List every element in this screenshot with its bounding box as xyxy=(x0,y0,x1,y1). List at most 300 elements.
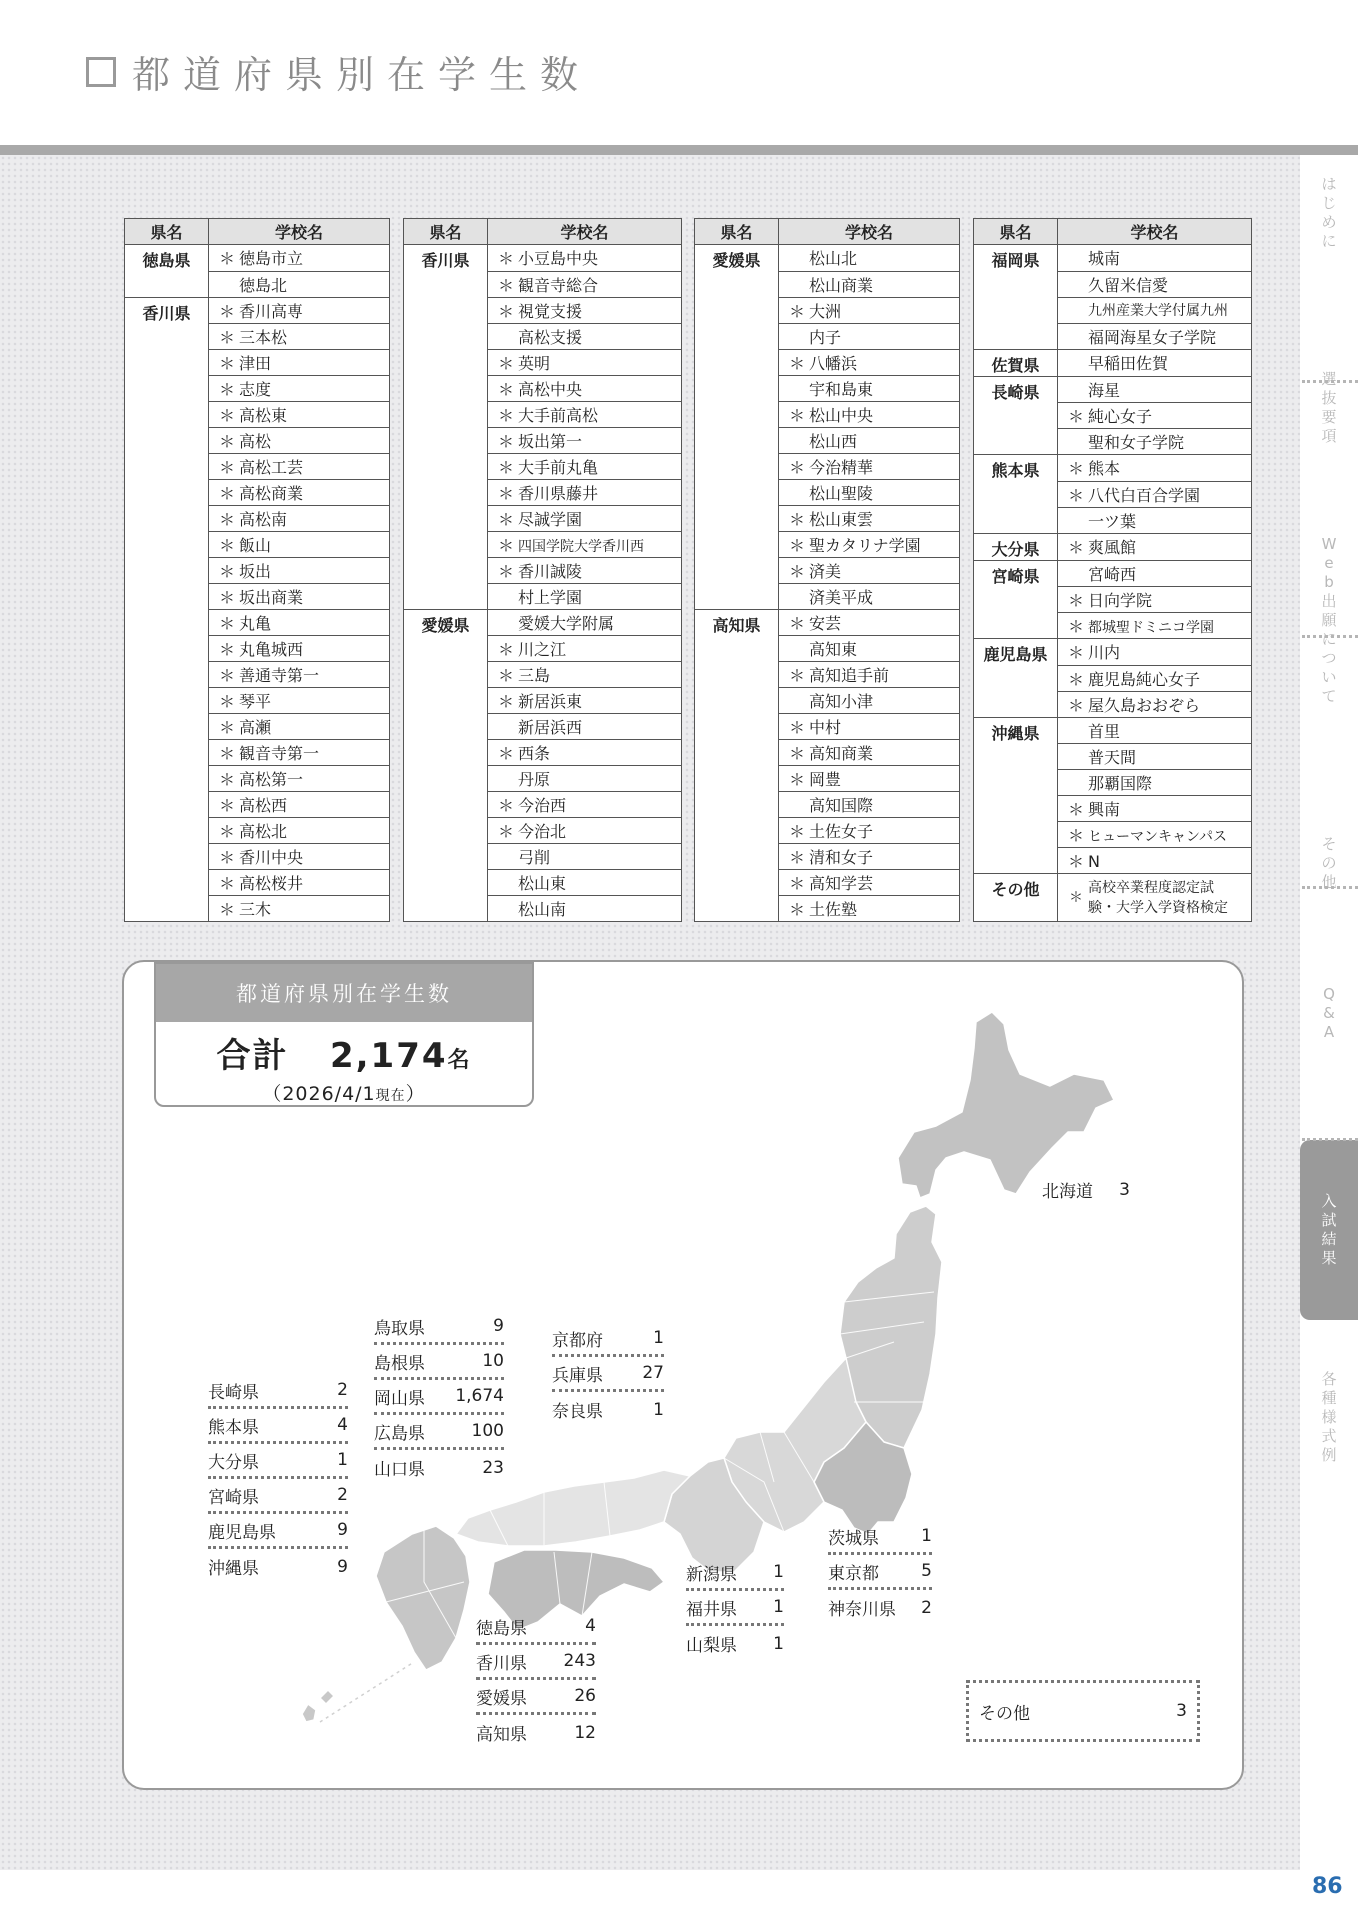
pref-cell xyxy=(125,714,209,740)
map-count-row xyxy=(828,1520,932,1555)
school-name: 三本松 xyxy=(239,328,288,347)
pref-cell xyxy=(974,271,1058,297)
asterisk-mark: ＊ xyxy=(497,640,514,659)
pref-cell xyxy=(695,401,779,427)
school-name: 新居浜東 xyxy=(518,692,583,711)
pref-cell: 香川県 xyxy=(125,297,209,324)
sidebar-item-char: A xyxy=(1323,1023,1335,1041)
school-cell xyxy=(488,349,682,375)
sidebar-item-1[interactable] xyxy=(1300,370,1358,510)
pref-cell xyxy=(695,714,779,740)
sidebar-item-char: 式 xyxy=(1321,1427,1337,1445)
asterisk-mark: ＊ xyxy=(218,666,235,685)
school-cell xyxy=(779,662,960,688)
school-name: 八代白百合学園 xyxy=(1088,485,1201,505)
asterisk-mark: ＊ xyxy=(497,405,514,425)
table-row xyxy=(974,613,1252,639)
school-cell xyxy=(779,714,960,740)
school-name: 香川高専 xyxy=(239,301,304,321)
school-name: 九州産業大学付属九州 xyxy=(1088,303,1228,319)
map-pref-name: 東京都 xyxy=(828,1563,879,1584)
school-cell xyxy=(209,324,390,350)
map-pref-name: 福井県 xyxy=(686,1599,737,1620)
sidebar-item-6[interactable] xyxy=(1300,1370,1358,1500)
school-name: 中村 xyxy=(809,718,842,737)
header-pref: 県名 xyxy=(974,219,1058,245)
sidebar-item-4[interactable] xyxy=(1300,985,1358,1075)
sidebar-item-char: そ xyxy=(1321,835,1337,853)
school-cell xyxy=(1058,323,1252,349)
other-count: 3 xyxy=(1176,1701,1187,1721)
school-cell xyxy=(779,479,960,505)
table-header-row xyxy=(404,219,682,245)
table-row xyxy=(695,844,960,870)
map-pref-count: 12 xyxy=(574,1722,596,1743)
table-row xyxy=(404,505,682,531)
school-cell xyxy=(209,558,390,584)
table-row xyxy=(404,870,682,896)
map-count-row xyxy=(208,1514,348,1549)
school-name: 大洲 xyxy=(809,301,842,321)
school-name: 松山東雲 xyxy=(809,509,874,529)
school-cell xyxy=(209,428,390,454)
school-name: 飯山 xyxy=(239,536,272,555)
pref-cell xyxy=(974,429,1058,455)
school-name: 高松南 xyxy=(239,510,288,529)
school-name: 高松中央 xyxy=(518,379,583,399)
asterisk-mark: ＊ xyxy=(218,822,235,841)
school-name: 早稲田佐賀 xyxy=(1088,354,1169,373)
pref-cell xyxy=(404,531,488,557)
school-cell xyxy=(209,818,390,844)
total-caption: 都道府県別在学生数 xyxy=(156,964,532,1022)
school-cell xyxy=(779,349,960,375)
school-name: 一ツ葉 xyxy=(1088,511,1137,531)
school-cell xyxy=(1058,560,1252,587)
asterisk-mark: ＊ xyxy=(218,770,235,789)
pref-cell xyxy=(125,454,209,480)
table-header-row xyxy=(695,219,960,245)
school-name: 聖和女子学院 xyxy=(1088,433,1185,452)
map-pref-name: 北海道 xyxy=(1042,1182,1093,1202)
pref-cell xyxy=(125,844,209,870)
date-value: （2026/4/1 xyxy=(262,1083,376,1105)
school-name: 内子 xyxy=(809,327,842,347)
pref-cell xyxy=(404,453,488,479)
sidebar-item-char: は xyxy=(1321,175,1337,193)
asterisk-mark: ＊ xyxy=(1067,643,1084,663)
pref-cell xyxy=(974,691,1058,717)
school-cell xyxy=(779,427,960,453)
table-row xyxy=(695,297,960,323)
total-value: 2,174 xyxy=(329,1036,448,1076)
table-row xyxy=(404,636,682,662)
table-row xyxy=(974,271,1252,297)
table-row xyxy=(974,587,1252,613)
table-row xyxy=(974,403,1252,429)
pref-cell xyxy=(125,740,209,766)
school-name: 英明 xyxy=(518,353,551,373)
pref-cell xyxy=(695,583,779,609)
other-box xyxy=(966,1680,1200,1742)
table-row xyxy=(404,245,682,272)
school-name: 丸亀城西 xyxy=(239,640,304,659)
asterisk-mark: ＊ xyxy=(788,848,805,867)
school-name: 高知追手前 xyxy=(809,666,890,685)
table-row xyxy=(404,531,682,557)
checkbox-square-icon xyxy=(86,57,116,87)
table-row xyxy=(695,453,960,479)
table-row xyxy=(974,429,1252,455)
school-cell xyxy=(1058,848,1252,874)
header-school: 学校名 xyxy=(779,219,960,245)
pref-cell xyxy=(404,401,488,427)
school-name: 川内 xyxy=(1088,643,1121,663)
table-row xyxy=(695,896,960,922)
pref-cell xyxy=(125,558,209,584)
asterisk-mark: ＊ xyxy=(1067,695,1084,715)
pref-cell xyxy=(125,324,209,350)
school-cell xyxy=(209,844,390,870)
school-name: 高松東 xyxy=(239,406,288,425)
school-name: 首里 xyxy=(1088,721,1121,741)
school-cell xyxy=(488,427,682,453)
date-close: ） xyxy=(405,1083,426,1105)
map-pref-name: 広島県 xyxy=(374,1423,425,1444)
pref-cell xyxy=(695,896,779,922)
school-name: 海星 xyxy=(1088,380,1121,400)
table-row xyxy=(695,609,960,636)
pref-cell xyxy=(974,297,1058,323)
table-row xyxy=(125,506,390,532)
pref-cell xyxy=(125,428,209,454)
sidebar-item-char: い xyxy=(1321,668,1337,686)
school-cell xyxy=(488,271,682,297)
table-row xyxy=(125,324,390,350)
asterisk-mark: ＊ xyxy=(788,301,805,321)
school-name: 高校卒業程度認定試 験・大学入学資格検定 xyxy=(1088,879,1228,916)
table-row xyxy=(404,740,682,766)
asterisk-mark: ＊ xyxy=(218,536,235,555)
school-cell xyxy=(488,557,682,583)
table-row xyxy=(695,870,960,896)
school-cell xyxy=(488,323,682,349)
school-cell xyxy=(779,896,960,922)
map-count-row xyxy=(374,1450,504,1485)
pref-cell xyxy=(404,479,488,505)
asterisk-mark: ＊ xyxy=(218,301,235,321)
table-row xyxy=(404,297,682,323)
asterisk-mark: ＊ xyxy=(497,744,514,763)
table-row xyxy=(695,688,960,714)
sidebar-item-char: 例 xyxy=(1321,1446,1337,1464)
table-row xyxy=(695,375,960,401)
pref-cell xyxy=(404,688,488,714)
header-school: 学校名 xyxy=(488,219,682,245)
table-header-row xyxy=(125,219,390,245)
map-group-chubu xyxy=(686,1556,784,1661)
map-pref-name: 愛媛県 xyxy=(476,1688,527,1709)
map-count-row xyxy=(552,1357,664,1392)
map-count-row xyxy=(476,1645,596,1680)
map-pref-name: 岡山県 xyxy=(374,1388,425,1409)
table-row xyxy=(695,818,960,844)
asterisk-mark: ＊ xyxy=(218,406,235,425)
school-cell xyxy=(209,740,390,766)
school-name: 西条 xyxy=(518,744,551,763)
school-cell xyxy=(1058,770,1252,796)
school-cell xyxy=(488,479,682,505)
school-name: 高知国際 xyxy=(809,796,874,815)
pref-cell xyxy=(695,636,779,662)
asterisk-mark: ＊ xyxy=(218,744,235,763)
pref-cell xyxy=(404,636,488,662)
pref-cell xyxy=(404,349,488,375)
sidebar-item-char: 出 xyxy=(1321,592,1337,610)
pref-cell xyxy=(404,323,488,349)
pref-cell xyxy=(974,665,1058,691)
pref-cell xyxy=(125,636,209,662)
pref-cell xyxy=(695,688,779,714)
table-row xyxy=(974,744,1252,770)
map-group-kyushu xyxy=(208,1374,348,1584)
school-name: 高松工芸 xyxy=(239,458,304,477)
map-pref-name: 長崎県 xyxy=(208,1382,259,1403)
school-name: 坂出商業 xyxy=(239,588,304,607)
map-pref-name: 京都府 xyxy=(552,1330,603,1351)
asterisk-mark: ＊ xyxy=(218,328,235,347)
pref-cell xyxy=(974,744,1058,770)
table-row xyxy=(125,870,390,896)
asterisk-mark: ＊ xyxy=(218,458,235,477)
pref-cell xyxy=(404,740,488,766)
school-name: 今治北 xyxy=(518,822,567,841)
map-pref-count: 2 xyxy=(337,1380,348,1400)
pref-cell xyxy=(974,848,1058,874)
school-name: 徳島北 xyxy=(239,275,288,295)
asterisk-mark: ＊ xyxy=(497,509,514,529)
sidebar-item-char: Q xyxy=(1323,985,1335,1003)
table-row xyxy=(695,714,960,740)
school-cell xyxy=(209,584,390,610)
school-name: 那覇国際 xyxy=(1088,774,1153,793)
asterisk-mark: ＊ xyxy=(218,510,235,529)
school-name: 視覚支援 xyxy=(518,301,583,321)
table-row xyxy=(695,479,960,505)
table-row xyxy=(974,639,1252,666)
school-name: 宮崎西 xyxy=(1088,564,1137,584)
school-name: 岡豊 xyxy=(809,770,842,789)
sidebar-item-char: 要 xyxy=(1321,408,1337,426)
school-name: 四国学院大学香川西 xyxy=(518,538,644,555)
school-name: 高知学芸 xyxy=(809,874,874,893)
sidebar-divider xyxy=(1302,635,1358,638)
map-pref-count: 1 xyxy=(653,1328,664,1348)
table-row xyxy=(974,245,1252,272)
school-name: 高松桜井 xyxy=(239,874,304,893)
school-cell xyxy=(209,350,390,376)
map-count-row xyxy=(374,1380,504,1415)
pref-cell xyxy=(125,584,209,610)
school-cell xyxy=(209,506,390,532)
map-pref-count: 27 xyxy=(642,1363,664,1383)
school-cell xyxy=(209,688,390,714)
pref-cell xyxy=(974,613,1058,639)
school-name: 村上学園 xyxy=(518,587,583,607)
table-row xyxy=(974,770,1252,796)
map-count-row xyxy=(208,1374,348,1409)
table-row xyxy=(125,402,390,428)
map-kyushu xyxy=(376,1526,470,1670)
table-header-row xyxy=(974,219,1252,245)
asterisk-mark: ＊ xyxy=(218,484,235,503)
table-row xyxy=(974,297,1252,323)
pref-cell xyxy=(125,271,209,297)
pref-cell: 宮崎県 xyxy=(974,560,1058,587)
table-row xyxy=(125,532,390,558)
sidebar-item-5[interactable] xyxy=(1300,1140,1358,1320)
asterisk-mark: ＊ xyxy=(497,275,514,295)
map-count-row xyxy=(828,1555,932,1590)
table-row xyxy=(974,665,1252,691)
table-row xyxy=(404,818,682,844)
school-name: 善通寺第一 xyxy=(239,666,320,685)
school-cell xyxy=(1058,587,1252,613)
school-name: 大手前丸亀 xyxy=(518,457,599,477)
school-name: 済美平成 xyxy=(809,587,874,607)
table-row xyxy=(125,584,390,610)
sidebar-item-0[interactable] xyxy=(1300,175,1358,295)
school-cell xyxy=(779,453,960,479)
school-cell xyxy=(488,297,682,323)
table-row xyxy=(125,297,390,324)
asterisk-mark: ＊ xyxy=(788,613,805,633)
pref-cell xyxy=(404,870,488,896)
map-pref-count: 9 xyxy=(337,1556,348,1577)
pref-cell: 大分県 xyxy=(974,533,1058,560)
school-cell xyxy=(779,688,960,714)
pref-cell xyxy=(404,766,488,792)
table-row xyxy=(974,796,1252,822)
total-box xyxy=(154,962,534,1107)
pref-cell: 鹿児島県 xyxy=(974,639,1058,666)
school-cell xyxy=(779,609,960,636)
asterisk-mark: ＊ xyxy=(497,301,514,321)
asterisk-mark: ＊ xyxy=(218,692,235,711)
school-cell xyxy=(488,818,682,844)
table-row xyxy=(125,844,390,870)
sidebar-item-char: 項 xyxy=(1321,427,1337,445)
header-pref: 県名 xyxy=(125,219,209,245)
asterisk-mark: ＊ xyxy=(218,614,235,633)
pref-cell xyxy=(974,796,1058,822)
table-row xyxy=(125,636,390,662)
asterisk-mark: ＊ xyxy=(1067,538,1084,557)
map-pref-name: 香川県 xyxy=(476,1653,527,1674)
school-name: 高知東 xyxy=(809,640,858,659)
school-cell xyxy=(209,766,390,792)
school-cell xyxy=(488,896,682,922)
pref-cell xyxy=(695,427,779,453)
sidebar-item-2[interactable] xyxy=(1300,535,1358,805)
table-row xyxy=(404,427,682,453)
pref-cell xyxy=(125,480,209,506)
table-row xyxy=(404,271,682,297)
pref-cell: 佐賀県 xyxy=(974,349,1058,376)
asterisk-mark: ＊ xyxy=(497,796,514,815)
page-title xyxy=(86,44,591,99)
asterisk-mark: ＊ xyxy=(218,874,235,893)
school-table-2 xyxy=(403,218,682,922)
school-name: 久留米信愛 xyxy=(1088,275,1169,295)
school-cell xyxy=(779,792,960,818)
map-count-row xyxy=(208,1549,348,1584)
table-row xyxy=(125,610,390,636)
map-okinawa-island xyxy=(320,1690,334,1704)
pref-cell xyxy=(404,271,488,297)
sidebar-item-char: じ xyxy=(1321,194,1337,212)
school-cell xyxy=(209,402,390,428)
school-cell xyxy=(1058,429,1252,455)
school-cell xyxy=(209,532,390,558)
asterisk-mark: ＊ xyxy=(788,718,805,737)
asterisk-mark: ＊ xyxy=(788,744,805,763)
pref-cell xyxy=(125,402,209,428)
total-unit: 名 xyxy=(447,1048,472,1073)
pref-cell: 愛媛県 xyxy=(404,609,488,636)
asterisk-mark: ＊ xyxy=(497,431,514,451)
pref-cell xyxy=(695,557,779,583)
asterisk-mark: ＊ xyxy=(497,379,514,399)
asterisk-mark: ＊ xyxy=(218,380,235,399)
asterisk-mark: ＊ xyxy=(788,770,805,789)
school-name: 観音寺総合 xyxy=(518,275,599,295)
table-row xyxy=(974,323,1252,349)
sidebar-item-3[interactable] xyxy=(1300,835,1358,945)
asterisk-mark: ＊ xyxy=(218,562,235,581)
table-row xyxy=(695,505,960,531)
pref-cell xyxy=(125,610,209,636)
pref-cell: 長崎県 xyxy=(974,376,1058,403)
map-pref-count: 5 xyxy=(921,1561,932,1581)
map-pref-name: 鹿児島県 xyxy=(208,1522,276,1543)
school-cell xyxy=(1058,297,1252,323)
school-cell xyxy=(488,609,682,636)
school-cell xyxy=(488,375,682,401)
pref-cell xyxy=(695,792,779,818)
school-cell xyxy=(779,740,960,766)
table-row xyxy=(974,481,1252,507)
school-cell xyxy=(209,376,390,402)
school-cell xyxy=(1058,822,1252,848)
map-count-row xyxy=(686,1556,784,1591)
school-name: 観音寺第一 xyxy=(239,744,320,763)
school-cell xyxy=(779,505,960,531)
school-cell xyxy=(488,870,682,896)
table-row xyxy=(974,455,1252,482)
pref-cell xyxy=(404,844,488,870)
map-count-row xyxy=(686,1626,784,1661)
table-row xyxy=(695,349,960,375)
asterisk-mark: ＊ xyxy=(1067,591,1084,610)
table-row xyxy=(695,583,960,609)
pref-cell xyxy=(695,766,779,792)
map-pref-name: 高知県 xyxy=(476,1725,527,1745)
school-cell xyxy=(209,662,390,688)
map-pref-count: 9 xyxy=(337,1520,348,1540)
table-row xyxy=(404,401,682,427)
asterisk-mark: ＊ xyxy=(497,457,514,477)
